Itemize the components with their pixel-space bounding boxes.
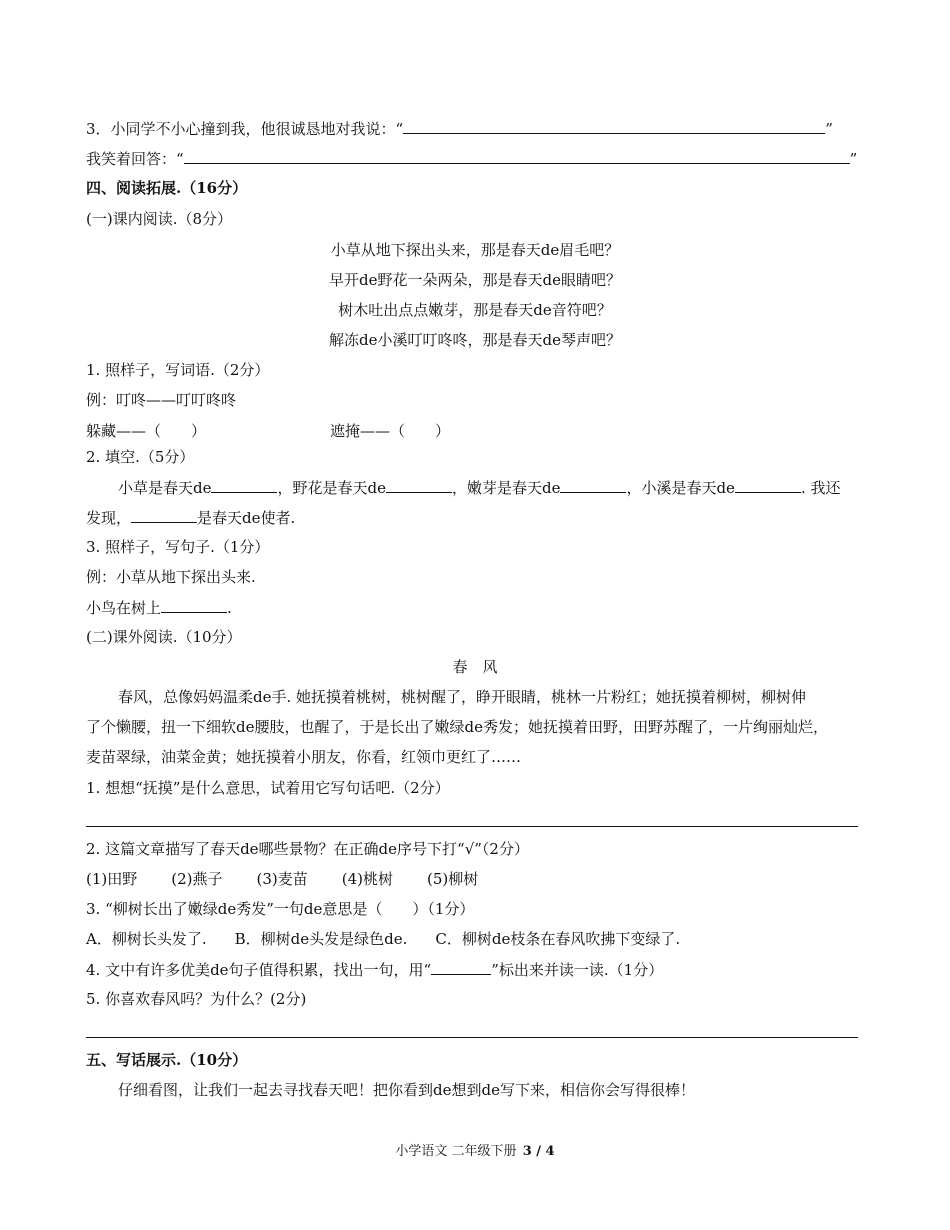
part-title: (一)课内阅读.（8分） bbox=[86, 210, 233, 228]
question-text: 4. 文中有许多优美de句子值得积累，找出一句，用“ bbox=[86, 961, 432, 979]
sentence-prompt: 小鸟在树上 bbox=[86, 599, 162, 617]
question: 3. “柳树长出了嫩绿de秀发”一句de意思是（ ）（1分） bbox=[86, 900, 475, 918]
article-line: 了个懒腰，扭一下细软de腰肢，也醒了，于是长出了嫩绿de秀发；她抚摸着田野，田野苏醒了，一片绚丽灿烂， bbox=[86, 718, 828, 736]
fill-text: 小草是春天de bbox=[118, 479, 212, 497]
example: 例：叮咚——叮叮咚咚 bbox=[86, 391, 237, 409]
section-title: 五、写话展示.（10分） bbox=[86, 1051, 248, 1069]
poem-line: 树木吐出点点嫩芽，那是春天de音符吧？ bbox=[338, 301, 612, 319]
option-item[interactable]: (4)桃树 bbox=[341, 870, 393, 888]
example: 例：小草从地下探出头来. bbox=[86, 568, 256, 586]
article-title: 春 风 bbox=[452, 658, 498, 676]
article-line: 麦苗翠绿，油菜金黄；她抚摸着小朋友，你看，红领巾更红了…… bbox=[86, 748, 522, 766]
q3-line2-suffix: ” bbox=[849, 150, 858, 168]
section-text: 仔细看图，让我们一起去寻找春天吧！把你看到de想到de写下来，相信你会写得很棒！ bbox=[118, 1081, 695, 1099]
fill-line-2 bbox=[86, 507, 295, 528]
fill-text: ，嫩芽是春天de bbox=[451, 479, 561, 497]
answer-blank[interactable] bbox=[386, 477, 452, 493]
sentence-end: . bbox=[227, 599, 232, 617]
fill-text: ，小溪是春天de bbox=[626, 479, 735, 497]
fill-text: 发现， bbox=[86, 509, 132, 527]
question: 3. 照样子，写句子.（1分） bbox=[86, 538, 270, 556]
fill-text: ，野花是春天de bbox=[277, 479, 386, 497]
options-row bbox=[86, 869, 478, 889]
fill-line-1 bbox=[118, 477, 840, 498]
word-item-a[interactable]: 躲藏——（ ） bbox=[86, 422, 207, 440]
page-number: 3 / 4 bbox=[522, 1144, 555, 1159]
answer-blank[interactable] bbox=[403, 118, 825, 134]
answer-blank[interactable] bbox=[131, 507, 197, 523]
question: 1. 想想“抚摸”是什么意思，试着用它写句话吧.（2分） bbox=[86, 779, 450, 797]
option-item[interactable]: (5)柳树 bbox=[427, 870, 479, 888]
poem-line: 早开de野花一朵两朵，那是春天de眼睛吧？ bbox=[329, 271, 621, 289]
page-footer bbox=[0, 1140, 950, 1159]
answer-line[interactable] bbox=[86, 826, 858, 827]
option-item[interactable]: B．柳树de头发是绿色de. bbox=[234, 930, 408, 948]
option-item[interactable]: (1)田野 bbox=[86, 870, 138, 888]
answer-line[interactable] bbox=[86, 1037, 858, 1038]
options-row bbox=[86, 929, 680, 949]
fill-text: 是春天de使者. bbox=[197, 509, 296, 527]
fill-text: . 我还 bbox=[800, 479, 841, 497]
question: 1. 照样子，写词语.（2分） bbox=[86, 361, 270, 379]
q3-line1-prefix: 3．小同学不小心撞到我，他很诚恳地对我说：“ bbox=[86, 120, 404, 138]
option-item[interactable]: A．柳树长头发了. bbox=[86, 930, 207, 948]
poem-line: 解冻de小溪叮叮咚咚，那是春天de琴声吧？ bbox=[329, 331, 621, 349]
word-item-b[interactable]: 遮掩——（ ） bbox=[330, 422, 451, 440]
q3-line1-suffix: ” bbox=[825, 120, 833, 138]
question: 2. 这篇文章描写了春天de哪些景物？在正确de序号下打“√”（2分） bbox=[86, 840, 529, 858]
q3-line1 bbox=[86, 118, 833, 139]
answer-blank[interactable] bbox=[211, 477, 277, 493]
mark-blank bbox=[431, 959, 491, 975]
answer-blank[interactable] bbox=[161, 597, 227, 613]
answer-blank[interactable] bbox=[735, 477, 801, 493]
section-title: 四、阅读拓展.（16分） bbox=[86, 179, 248, 197]
question: 2. 填空.（5分） bbox=[86, 448, 195, 466]
article-line: 春风，总像妈妈温柔de手. 她抚摸着桃树，桃树醒了，睁开眼睛，桃林一片粉红；她抚摸着柳树，柳树伸 bbox=[118, 688, 807, 706]
question-text: ”标出来并读一读.（1分） bbox=[491, 961, 664, 979]
question: 5. 你喜欢春风吗？为什么？(2分) bbox=[86, 990, 307, 1008]
part-title: (二)课外阅读.（10分） bbox=[86, 628, 242, 646]
answer-blank[interactable] bbox=[560, 477, 626, 493]
question-4 bbox=[86, 959, 663, 980]
q3-line2-prefix: 我笑着回答：“ bbox=[86, 150, 184, 168]
poem-line: 小草从地下探出头来，那是春天de眉毛吧？ bbox=[330, 241, 620, 259]
option-item[interactable]: C．柳树de枝条在春风吹拂下变绿了. bbox=[435, 930, 681, 948]
sentence-line bbox=[86, 597, 232, 618]
option-item[interactable]: (3)麦苗 bbox=[256, 870, 308, 888]
footer-text: 小学语文 二年级下册 bbox=[395, 1144, 517, 1159]
option-item[interactable]: (2)燕子 bbox=[171, 870, 223, 888]
answer-blank[interactable] bbox=[184, 148, 850, 164]
q3-line2 bbox=[86, 148, 857, 169]
